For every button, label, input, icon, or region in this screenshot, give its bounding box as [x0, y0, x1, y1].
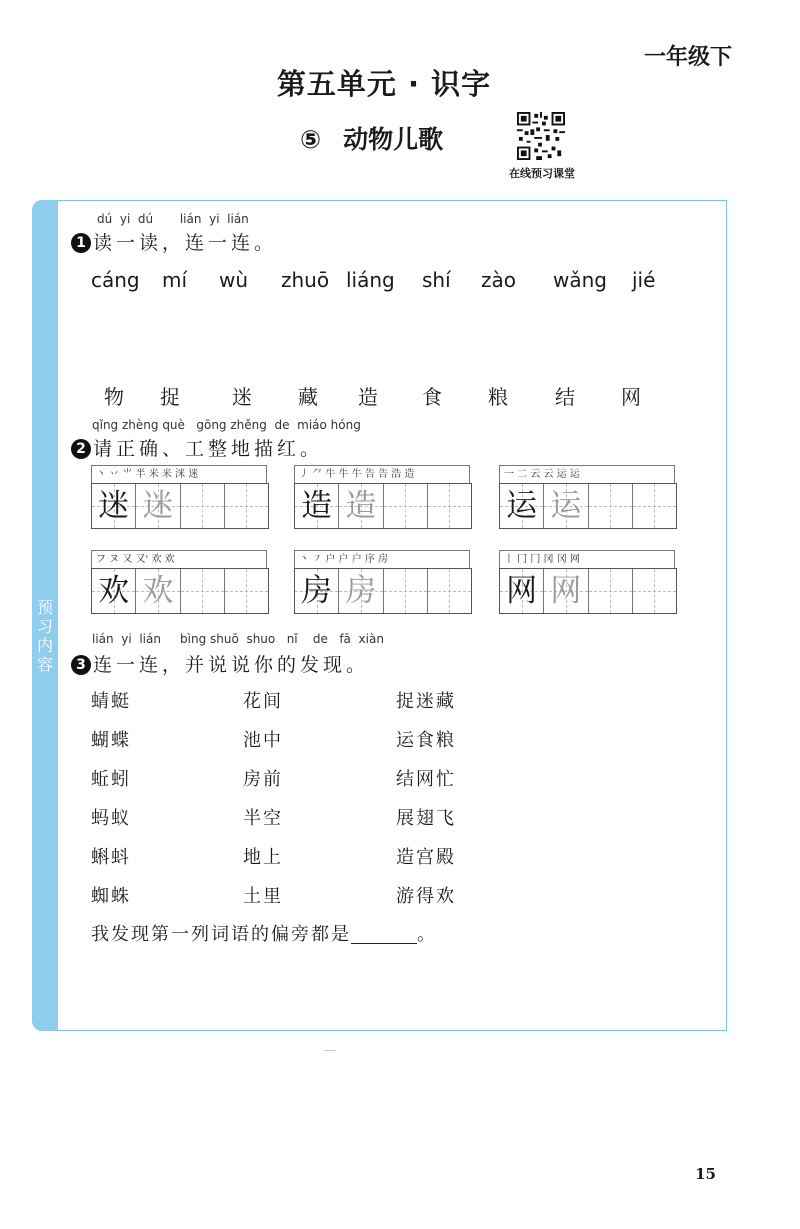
qr-label: 在线预习课堂: [509, 167, 575, 180]
writing-cell[interactable]: [589, 484, 633, 528]
tracing-card: [294, 550, 472, 632]
character[interactable]: 藏: [298, 385, 318, 409]
pinyin-word[interactable]: cáng: [91, 268, 140, 292]
qr-code-icon[interactable]: [516, 112, 566, 160]
model-cell: [500, 569, 544, 613]
q3-number-badge: 3: [71, 655, 91, 675]
q3-title: 连一连，并说说你的发现。: [93, 654, 370, 676]
tracing-card: [499, 550, 677, 632]
q2-number-badge: 2: [71, 439, 91, 459]
model-cell: [92, 484, 136, 528]
model-character: 造: [301, 488, 333, 524]
place-word[interactable]: 土里: [243, 886, 283, 907]
place-word[interactable]: 半空: [243, 808, 283, 829]
action-word[interactable]: 展翅飞: [396, 808, 456, 829]
writing-cell[interactable]: [225, 569, 268, 613]
pinyin-word[interactable]: shí: [422, 268, 451, 292]
pinyin-word[interactable]: zhuō: [281, 268, 330, 292]
writing-cell[interactable]: [589, 569, 633, 613]
model-cell: [500, 484, 544, 528]
stroke-order: 丨 冂 冂 冈 冈 网: [499, 550, 675, 568]
divider-mark: [324, 1050, 336, 1051]
place-word[interactable]: 房前: [243, 769, 283, 790]
q2-pinyin: qǐng zhèng què gōng zhěng de miáo hóng: [92, 418, 361, 432]
lesson-number: ⑤: [300, 125, 322, 154]
q2-heading: [71, 434, 323, 461]
q1-pinyin-row: [91, 268, 671, 296]
page-number: 15: [695, 1165, 716, 1183]
character[interactable]: 物: [104, 385, 124, 409]
trace-character: 欢: [142, 573, 174, 609]
stroke-order: 丶 丷 ⺌ 半 米 米 洣 迷: [91, 465, 267, 483]
character[interactable]: 食: [422, 385, 442, 409]
pinyin-word[interactable]: wǎng: [553, 268, 607, 292]
unit-title: 第五单元 · 识字: [276, 67, 492, 101]
trace-cell[interactable]: [339, 484, 383, 528]
conclusion-text: 我发现第一列词语的偏旁都是: [91, 924, 351, 945]
writing-cell[interactable]: [384, 569, 428, 613]
trace-cell[interactable]: [136, 484, 180, 528]
pinyin-word[interactable]: wù: [219, 268, 249, 292]
pinyin-word[interactable]: liáng: [346, 268, 395, 292]
model-cell: [92, 569, 136, 613]
place-word[interactable]: 地上: [243, 847, 283, 868]
tracing-grid: [294, 568, 472, 614]
model-cell: [295, 484, 339, 528]
model-character: 运: [506, 488, 538, 524]
q1-heading: [71, 228, 277, 255]
tracing-grid: [91, 483, 269, 529]
model-character: 迷: [98, 488, 130, 524]
tracing-card: [91, 465, 269, 547]
writing-cell[interactable]: [428, 484, 471, 528]
trace-character: 运: [550, 488, 582, 524]
pinyin-word[interactable]: zào: [481, 268, 516, 292]
action-word[interactable]: 结网忙: [396, 769, 456, 790]
action-word[interactable]: 游得欢: [396, 886, 456, 907]
q1-title: 读一读，连一连。: [93, 232, 278, 254]
insect-word[interactable]: 蜻蜓: [91, 691, 131, 712]
grade-label: 一年级下: [643, 45, 732, 70]
answer-blank[interactable]: [351, 923, 417, 944]
trace-character: 迷: [142, 488, 174, 524]
q1-number-badge: 1: [71, 233, 91, 253]
q1-character-row: [104, 381, 644, 409]
sidebar-label: 预习内容: [36, 598, 53, 674]
insect-word[interactable]: 蚯蚓: [91, 769, 131, 790]
tracing-card: [91, 550, 269, 632]
lesson-title: [300, 120, 443, 156]
q1-pinyin: dú yi dú lián yi lián: [97, 212, 249, 226]
insect-word[interactable]: 蝌蚪: [91, 847, 131, 868]
trace-cell[interactable]: [136, 569, 180, 613]
trace-character: 网: [550, 573, 582, 609]
place-word[interactable]: 池中: [243, 730, 283, 751]
writing-cell[interactable]: [181, 484, 225, 528]
character[interactable]: 迷: [232, 385, 252, 409]
writing-cell[interactable]: [181, 569, 225, 613]
character[interactable]: 结: [555, 385, 575, 409]
tracing-card: [294, 465, 472, 547]
tracing-grid: [91, 568, 269, 614]
place-word[interactable]: 花间: [243, 691, 283, 712]
q3-heading: [71, 650, 369, 677]
action-word[interactable]: 造宫殿: [396, 847, 456, 868]
tracing-card: [499, 465, 677, 547]
tracing-grid: [499, 483, 677, 529]
tracing-grid: [294, 483, 472, 529]
trace-cell[interactable]: [544, 569, 588, 613]
q3-pinyin: lián yi lián bìng shuō shuo nǐ de fā xiàn: [92, 632, 384, 646]
stroke-order: 丶 ㇇ 户 户 户 序 房: [294, 550, 470, 568]
character[interactable]: 造: [358, 385, 378, 409]
sidebar-tab: [32, 200, 58, 1031]
writing-cell[interactable]: [633, 484, 676, 528]
pinyin-word[interactable]: mí: [162, 268, 188, 292]
q2-title: 请正确、工整地描红。: [93, 438, 324, 460]
writing-cell[interactable]: [384, 484, 428, 528]
model-cell: [295, 569, 339, 613]
trace-cell[interactable]: [544, 484, 588, 528]
trace-character: 造: [345, 488, 377, 524]
writing-cell[interactable]: [428, 569, 471, 613]
insect-word[interactable]: 蝴蝶: [91, 730, 131, 751]
conclusion-end: 。: [417, 924, 437, 945]
trace-character: 房: [345, 573, 377, 609]
writing-cell[interactable]: [225, 484, 268, 528]
trace-cell[interactable]: [339, 569, 383, 613]
lesson-title-text: 动物儿歌: [343, 125, 444, 154]
tracing-grid: [499, 568, 677, 614]
stroke-order: フ ヌ 又 又' 欢 欢: [91, 550, 267, 568]
action-word[interactable]: 捉迷藏: [396, 691, 456, 712]
character[interactable]: 网: [621, 385, 641, 409]
conclusion-sentence: [91, 920, 437, 946]
action-word[interactable]: 运食粮: [396, 730, 456, 751]
character[interactable]: 捉: [160, 385, 180, 409]
model-character: 房: [301, 573, 333, 609]
character[interactable]: 粮: [488, 385, 508, 409]
pinyin-word[interactable]: jié: [632, 268, 656, 292]
model-character: 网: [506, 573, 538, 609]
stroke-order: 丿 ⺈ 牛 牛 牛 告 告 浩 造: [294, 465, 470, 483]
insect-word[interactable]: 蜘蛛: [91, 886, 131, 907]
insect-word[interactable]: 蚂蚁: [91, 808, 131, 829]
model-character: 欢: [98, 573, 130, 609]
stroke-order: 一 二 云 云 运 运: [499, 465, 675, 483]
writing-cell[interactable]: [633, 569, 676, 613]
